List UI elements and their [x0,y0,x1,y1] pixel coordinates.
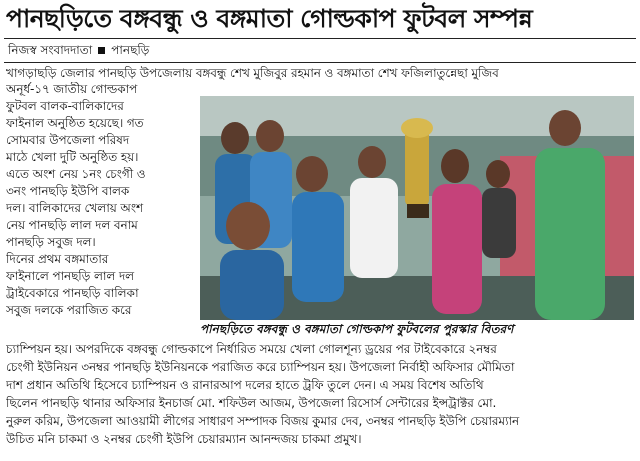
body-line: দাশ প্রধান অতিথি হিসেবে চ্যাম্পিয়ন ও রানারআপ দলের হাতে ট্রফি তুলে দেন। এ সময় বিশেষ অতিথি [6,378,484,392]
column-line: দিনের প্রথম বঙ্গমাতার [6,252,109,266]
column-line: সবুজ দলকে পরাজিত করে [6,303,132,317]
column-line: ৩নং পানছড়ি ইউপি বালক [6,184,130,198]
intro-line: খাগড়াছড়ি জেলার পানছড়ি উপজেলায় বঙ্গবন্ধু শেখ মুজিবুর রহমান ও বঙ্গমাতা শেখ ফজিলাতুন্নেছা মুজিব [6,66,499,80]
award-ceremony-illustration [200,96,634,320]
column-line: দল। বালিকাদের খেলায় অংশ [6,201,143,215]
byline-reporter: নিজস্ব সংবাদদাতা [8,43,93,57]
square-bullet-icon [98,47,105,54]
column-line: ট্রাইবেকারে পানছড়ি বালিকা [6,286,139,300]
body-line: ছিলেন পানছড়ি থানার অফিসার ইনচার্জ মো. শফিউল আজম, উপজেলা রিসোর্স সেন্টারের ইন্সট্রাক্টর মো. [6,396,497,410]
photo-caption: পানছড়িতে বঙ্গবন্ধু ও বঙ্গমাতা গোল্ডকাপ ফুটবলের পুরস্কার বিতরণ [200,320,634,338]
column-line: এতে অংশ নেয় ১নং চেংগী ও [6,167,146,181]
body-line: চ্যাম্পিয়ন হয়। অপরদিকে বঙ্গবন্ধু গোল্ডকাপে নির্ধারিত সময়ে খেলা গোলশূন্য ড্রয়ের পর টাইবেকারে ২নম্বর [6,342,497,356]
column-line: ফাইনালে পানছড়ি লাল দল [6,269,135,283]
column-line: ফাইনাল অনুষ্ঠিত হয়েছে। গত [6,116,144,130]
body-line: চেংগী ইউনিয়ন ৩নম্বর পানছড়ি ইউনিয়নকে পরাজিত করে চ্যাম্পিয়ন হয়। উপজেলা নির্বাহী অফিসার মৌমিতা [6,360,515,374]
column-line: সোমবার উপজেলা পরিষদ [6,133,130,147]
byline-location: পানছড়ি [111,43,150,57]
column-line: নেয় পানছড়ি লাল দল বনাম [6,218,138,232]
byline-rule [4,62,636,63]
byline [8,42,149,58]
body-line: নুরুল করিম, উপজেলা আওয়ামী লীগের সাধারণ সম্পাদক বিজয় কুমার দেব, ৩নম্বর পানছড়ি ইউপি চেয়ারম্যান [6,414,520,428]
award-ceremony-photo [200,96,634,320]
column-line: ফুটবল বালক-বালিকাদের [6,99,124,113]
headline-rule [4,38,636,39]
article-headline: পানছড়িতে বঙ্গবন্ধু ও বঙ্গমাতা গোল্ডকাপ ফুটবল সম্পন্ন [6,4,533,33]
column-line: মাঠে খেলা দুটি অনুষ্ঠিত হয়। [6,150,139,164]
body-line: উচিত মনি চাকমা ও ২নম্বর চেংগী ইউপি চেয়ারম্যান আনন্দজয় চাকমা প্রমুখ। [6,432,362,446]
column-line: পানছড়ি সবুজ দল। [6,235,96,249]
column-line: অনূর্ধ-১৭ জাতীয় গোল্ডকাপ [6,82,138,96]
